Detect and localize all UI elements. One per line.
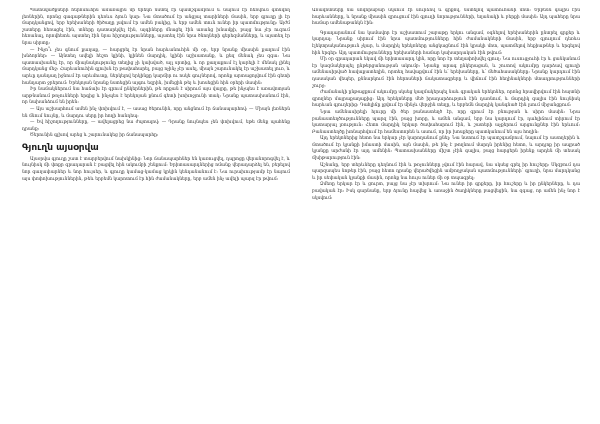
paragraph: Ժամանակի ընթացքում ակումբը սկսեց կազմակերպել նաև գրական երեկոներ, որոնց հրավիրվում էին հայտնի գրողներ մայրաքաղաքից։ Այդ երեկոները մեծ իրադարձություն էին դառնում, և մարդիկ գալիս էին նույնիսկ հարևան գյուղերից։ Դահլիճը լցվում էր մինչև վերջին տեղը, և երբեմն մարդիկ կանգնած էին լսում միջանցքում։ (312, 90, 580, 109)
paragraph: Մի օր գրադարան եկավ մի երիտասարդ կին, որը նոր էր տեղափոխվել գյուղ։ Նա ուսուցչուհի էր և ցանկանում էր կազմակերպել ընթերցանության ակումբ։ Նրանք արագ ընկերացան, և շուտով ակումբը դարձավ գյուղի ամենասիրված հավաքատեղին, որտեղ հավաքվում էին և՛ երեխաները, և՛ մեծահասակները։ Նրանք կարդում էին դասական վեպեր, քննարկում էին հերոսների ճակատագրերը և վիճում էին հեղինակների մտադրությունների շուրջ։ (312, 57, 580, 89)
paragraph: Աշնանը, երբ տերևները դեղնում էին և թռչունները չվում էին հարավ, նա սկսեց գրել իր հուշերը։ Սկզբում դա պարզապես նոթեր էին, բայց հետո դրանք վերածվեցին ամբողջական պատմությունների՝ գյուղի, նրա մարդկանց և իր սեփական կյանքի մասին, որոնք նա հույս ուներ մի օր տպագրել։ (312, 162, 580, 181)
paragraph: Այդ երեկոներից հետո նա երկար չէր կարողանում քնել։ Նա նստում էր պատշգամբում, նայում էր աստղերին և մտածում էր կյանքի իմաստի մասին, այն մասին, թե ինչ է թողնում մարդն իրենից հետո, և արդյոք իր ապրած կյանքը արժանի էր այդ ամենին։ Պատասխանները միշտ չէին գալիս, բայց հարցերն իրենք արդեն մի տեսակ մխիթարություն էին։ (312, 136, 580, 162)
dialogue-line: — Այս աշխարհում ամեն ինչ փոխվում է, — ասաց ծերունին, որը անցնում էր ճանապարհով։ — Միայն լեռներն են մնում նույնը, և մարդու սերը իր հողի հանդեպ։ (22, 106, 290, 119)
paragraph: Առավոտները նա սովորաբար սկսում էր սուրճով և գրքով, նստելով պատուհանի մոտ։ Երբեմն գալիս էին հարևանները, և նրանք միասին զրուցում էին գյուղի նորությունների, եղանակի և բերքի մասին։ Այդ պահերը նրա համար ամենաթանկն էին։ (312, 8, 580, 27)
paragraph: — Ինչո՞ւ չես գնում քաղաք, — հարցրել էր նրան հարևանուհին մի օր, երբ նրանք միասին քաղում էին խնձորներ։ — Այնտեղ ավելի հեշտ կլինի, կլինեն մարդիկ, կլինի աշխատանք, և քեզ մենակ չես զգա։ Նա պատասխանել էր, որ միայնակությունը տեղից չի կախված, այլ սրտից, և որ քաղաքում էլ կարելի է մենակ լինել մարդկանց մեջ։ Հարևանուհին գլուխն էր թափահարել, բայց ոչինչ չէր ասել, միայն շարունակել էր աշխատել լուռ, և արևը դանդաղ իջնում էր արևմուտք, ներկելով երկինքը կարմիր ու ոսկե գույներով, որոնք արտացոլվում էին գետի հանդարտ ջրերում։ Երեկոյան նրանք նստեցին այգու եզրին, խմեցին թեյ և խոսեցին հին օրերի մասին։ (22, 47, 290, 86)
left-column (22, 8, 290, 418)
right-column (312, 8, 580, 418)
paragraph: Ծերունին գլխով արեց և շարունակեց իր ճանապարհը։ (30, 133, 159, 139)
paragraph: Պատմվածքների հերոսուհին ամառային մի երեկո նստել էր պատշգամբում և նայում էր հեռվում գտնվող լեռներին, որոնց գագաթներին դեռևս ձյուն կար։ Նա մտածում էր անցյալ տարիների մասին, երբ գյուղը լի էր մարդկանցով, երբ երեխաների ծիծաղը լսվում էր ամեն բակից, և երբ ամեն տուն ուներ իր պատմությունը։ Այժմ շատերը հեռացել էին, տները դատարկվել էին, այգիները մնացել էին առանց խնամքի, բայց նա չէր ուզում հեռանալ, որովհետև այստեղ էին նրա հիշողությունները, այստեղ էին նրա ծնողների գերեզմանները, և այստեղ էր նրա սիրտը։ (22, 8, 290, 46)
paragraph: Գրադարանում նա կամավոր էր աշխատում շաբաթը երկու անգամ, օգնելով երեխաներին ընտրել գրքեր և կարդալ։ Նրանք սիրում էին նրա պատմությունները հին ժամանակների մասին, երբ գյուղում դեռևս էլեկտրականություն չկար, և մարդիկ երեկոները անցկացնում էին կրակի մոտ, պատմելով հեքիաթներ և երգելով հին երգեր։ Այդ պատմությունները երեխաների համար կախարդական էին թվում։ (312, 30, 580, 56)
section-heading: Գյուղն այսօրվա (22, 142, 99, 153)
paragraph: Նրա ամենասիրելի հյուրը մի ծեր բանաստեղծ էր, որը գրում էր բնության և սիրո մասին։ Նրա բանաստեղծությունները պարզ էին, բայց խորը, և ամեն անգամ, երբ նա կարդում էր, դահլիճում տիրում էր կատարյալ լռություն։ Հետո մարդիկ երկար ծափահարում էին, և շատերի աչքերում արցունքներ էին երևում։ Բանաստեղծը խոնարհվում էր համեստորեն և ասում, որ իր խոսքերը պատկանում են այս հողին։ (312, 109, 580, 135)
paragraph: Իր նամակներում նա հաճախ էր գրում ընկերներին, թե որքան է սիրում այս վայրը, թե ինչպես է առավոտյան արթնանում թռչունների երգից և ինչպես է երեկոյան քնում գետի խոխոջյունի տակ։ Նրանք պատասխանում էին, որ նախանձում են իրեն։ (22, 87, 290, 106)
dialogue-line: — Եվ հիշողությունները, — ավելացրեց նա ժպտալով։ — Դրանք նույնպես չեն փոխվում, եթե մենք պահենք դրանք։ (22, 120, 290, 132)
paragraph: Ձմեռը երկար էր և ցուրտ, բայց նա չէր տխրում։ Նա ուներ իր գրքերը, իր հուշերը և իր ընկերները, և դա բավական էր։ Իսկ գարնանը, երբ ձյունը հալվեց և առաջին ծաղիկները բացվեցին, նա զգաց, որ ամեն ինչ նոր է սկսվում։ (312, 182, 580, 201)
paragraph: Այսօրվա գյուղը շատ է տարբերվում նախկինից։ Նոր ճանապարհներ են կառուցվել, դպրոցը վերանորոգվել է, և նույնիսկ մի փոքր գրադարան է բացվել հին ակումբի շենքում։ Երիտասարդներից ոմանք վերադարձել են, բերելով նոր գաղափարներ և նոր հույսեր, և գյուղը կամաց֊կամաց կրկին կենդանանում է։ Նա ուրախությամբ էր նայում այս փոփոխություններին, թեև երբեմն կարոտում էր հին ժամանակները, երբ ամեն ինչ ավելի պարզ էր թվում։ (22, 156, 290, 182)
